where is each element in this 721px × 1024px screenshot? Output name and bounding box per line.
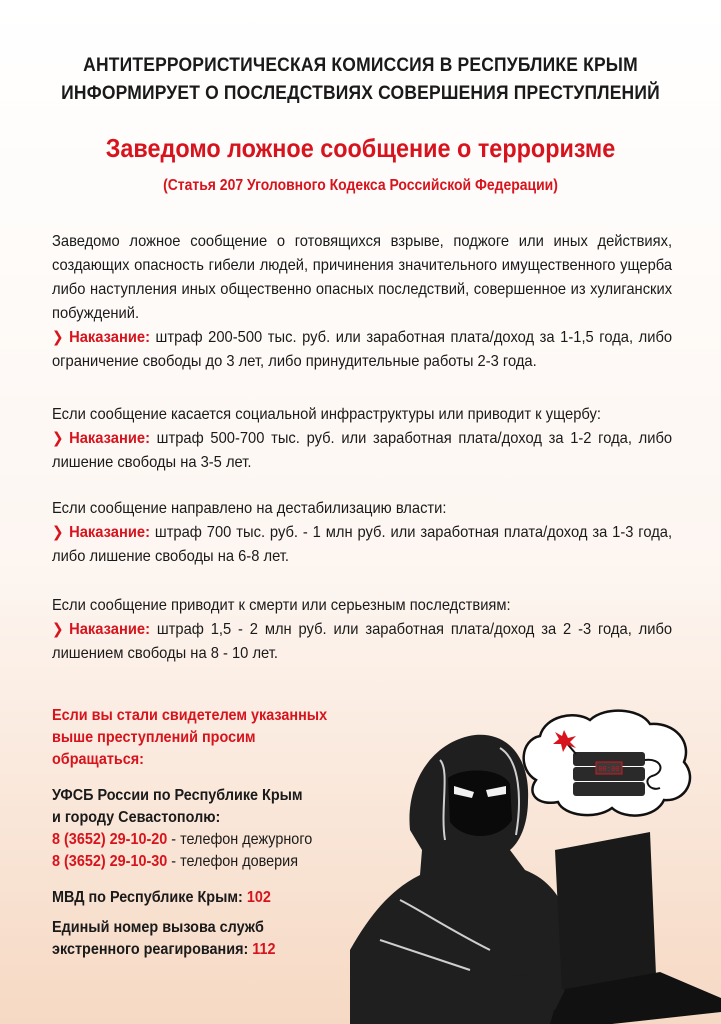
page-subtitle: (Статья 207 Уголовного Кодекса Российской Федерации) — [163, 177, 558, 194]
penalty — [52, 326, 672, 374]
section-1 — [52, 230, 672, 374]
penalty — [52, 521, 672, 569]
call-to-action: Если вы стали свидетелем указанных выше преступлений просим обращаться: — [52, 707, 328, 768]
header-line-1: АНТИТЕРРОРИСТИЧЕСКАЯ КОМИССИЯ В РЕСПУБЛИКЕ КРЫМ — [83, 55, 638, 76]
mvd-line — [52, 887, 376, 909]
phone-desc: - телефон дежурного — [167, 831, 313, 848]
section-4 — [52, 594, 672, 666]
penalty-label: Наказание: — [69, 524, 150, 541]
emergency-line-1: Единый номер вызова служб — [52, 919, 264, 936]
phone-trust — [52, 851, 376, 873]
penalty-label: Наказание: — [69, 329, 150, 346]
phone-duty — [52, 829, 376, 851]
header-line-2: ИНФОРМИРУЕТ О ПОСЛЕДСТВИЯХ СОВЕРШЕНИЯ ПРЕСТУПЛЕНИЙ — [61, 83, 660, 104]
emergency-line-2 — [52, 939, 376, 961]
penalty-text: штраф 200-500 тыс. руб. или заработная плата/доход за 1-1,5 года, либо ограничение свободы до 3 лет, либо принудительные работы 2-3 года. — [52, 329, 673, 370]
penalty — [52, 618, 672, 666]
arrow-icon: ❯ — [52, 524, 64, 541]
penalty-text: штраф 1,5 - 2 млн руб. или заработная плата/доход за 2 -3 года, либо лишением свободы на 8 - 10 лет. — [52, 621, 673, 662]
header — [29, 52, 692, 108]
arrow-icon: ❯ — [52, 621, 64, 638]
penalty-label: Наказание: — [69, 621, 150, 638]
bomb-timer: 00:00 — [598, 766, 620, 774]
mvd-label: МВД по Республике Крым: — [52, 889, 247, 906]
arrow-icon: ❯ — [52, 430, 64, 447]
phone-desc: - телефон доверия — [167, 853, 299, 870]
section-text: Если сообщение приводит к смерти или серьезным последствиям: — [52, 597, 511, 614]
hooded-hacker-laptop-bomb-icon — [350, 700, 721, 1024]
section-3 — [52, 497, 672, 569]
emergency-number[interactable]: 112 — [252, 941, 276, 958]
section-2 — [52, 403, 672, 475]
penalty-text: штраф 700 тыс. руб. - 1 млн руб. или заработная плата/доход за 1-3 года, либо лишение свободы на 6-8 лет. — [52, 524, 673, 565]
mvd-number[interactable]: 102 — [246, 889, 271, 906]
penalty — [52, 427, 672, 475]
fsb-line-2: и городу Севастополю: — [52, 809, 221, 826]
fsb-line-1: УФСБ России по Республике Крым — [52, 787, 303, 804]
emergency-label: экстренного реагирования: — [52, 941, 253, 958]
phone-number[interactable]: 8 (3652) 29-10-20 — [52, 831, 168, 848]
section-text: Если сообщение направлено на дестабилизацию власти: — [52, 500, 447, 517]
section-text: Если сообщение касается социальной инфраструктуры или приводит к ущербу: — [52, 406, 601, 423]
section-text: Заведомо ложное сообщение о готовящихся взрыве, поджоге или иных действиях, создающих опасность гибели людей, причинения значительного имущественного ущерба либо наступления иных общественно опасных последствий, совершенное из хулиганских побуждений. — [52, 233, 673, 322]
arrow-icon: ❯ — [52, 329, 64, 346]
phone-number[interactable]: 8 (3652) 29-10-30 — [52, 853, 168, 870]
penalty-text: штраф 500-700 тыс. руб. или заработная плата/доход за 1-2 года, либо лишение свободы на 3-5 лет. — [52, 430, 673, 471]
contacts — [52, 705, 376, 961]
page-title: Заведомо ложное сообщение о терроризме — [105, 133, 616, 163]
penalty-label: Наказание: — [69, 430, 150, 447]
